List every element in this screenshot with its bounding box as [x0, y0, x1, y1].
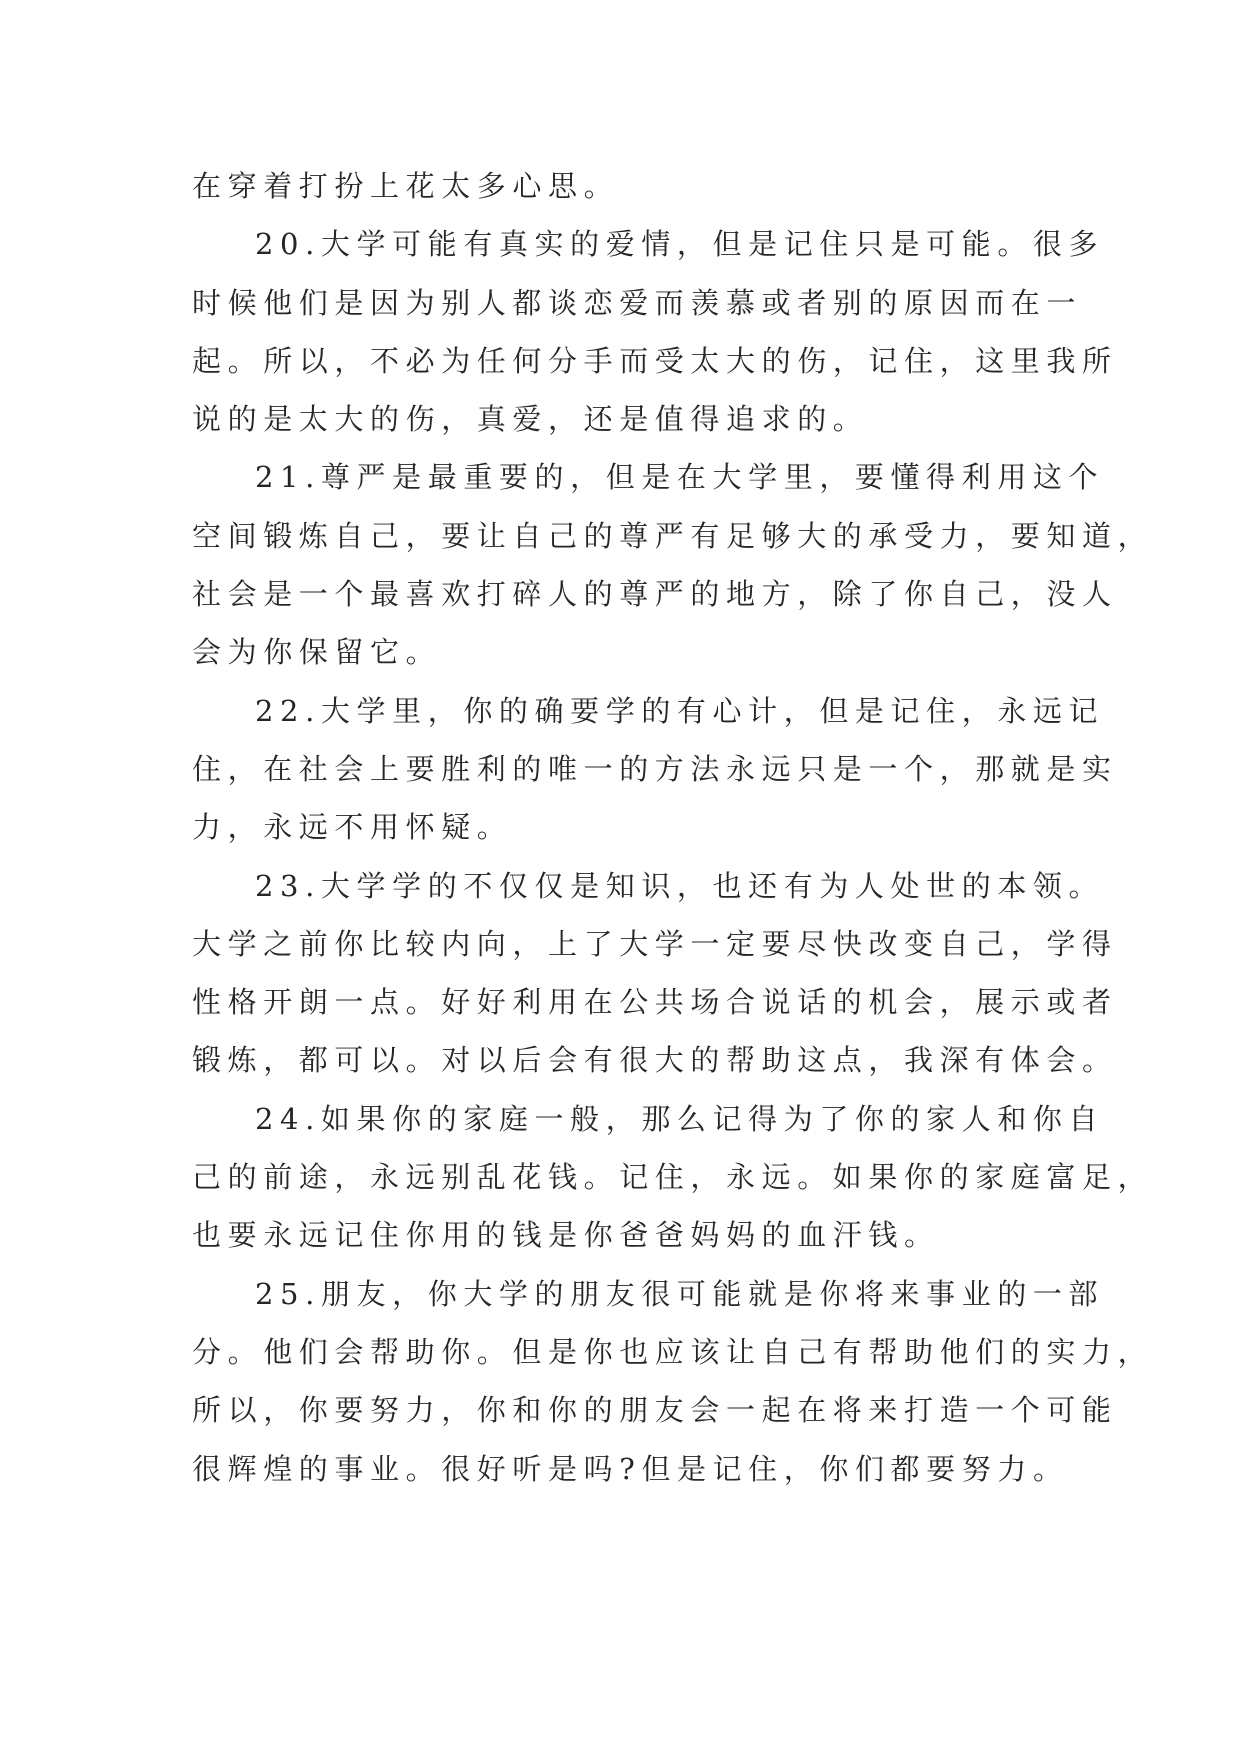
body-text	[192, 157, 1154, 1498]
text-line: 说的是太大的伤，真爱，还是值得追求的。	[192, 402, 869, 437]
text-line: 很辉煌的事业。很好听是吗?但是记住，你们都要努力。	[192, 1451, 1069, 1486]
text-line: 锻炼，都可以。对以后会有很大的帮助这点，我深有体会。	[192, 1043, 1118, 1078]
text-line: 分。他们会帮助你。但是你也应该让自己有帮助他们的实力，	[192, 1334, 1154, 1369]
paragraph-first-line: 25.朋友，你大学的朋友很可能就是你将来事业的一部	[255, 1276, 1105, 1311]
text-line: 也要永远记住你用的钱是你爸爸妈妈的血汗钱。	[192, 1218, 940, 1253]
paragraph-first-line: 20.大学可能有真实的爱情，但是记住只是可能。很多	[255, 227, 1105, 262]
text-line: 空间锻炼自己，要让自己的尊严有足够大的承受力，要知道，	[192, 518, 1154, 553]
text-line: 己的前途，永远别乱花钱。记住，永远。如果你的家庭富足，	[192, 1160, 1154, 1195]
text-line: 时候他们是因为别人都谈恋爱而羡慕或者别的原因而在一	[192, 285, 1083, 320]
text-line: 起。所以，不必为任何分手而受太大的伤，记住，这里我所	[192, 343, 1118, 378]
text-line: 所以，你要努力，你和你的朋友会一起在将来打造一个可能	[192, 1393, 1118, 1428]
paragraph-first-line: 21.尊严是最重要的，但是在大学里，要懂得利用这个	[255, 460, 1105, 495]
text-line: 大学之前你比较内向，上了大学一定要尽快改变自己，学得	[192, 926, 1118, 961]
text-line: 社会是一个最喜欢打碎人的尊严的地方，除了你自己，没人	[192, 577, 1118, 612]
text-line: 性格开朗一点。好好利用在公共场合说话的机会，展示或者	[192, 985, 1118, 1020]
paragraph-first-line: 23.大学学的不仅仅是知识，也还有为人处世的本领。	[255, 868, 1105, 903]
text-line: 力，永远不用怀疑。	[192, 810, 513, 845]
text-line: 会为你保留它。	[192, 635, 442, 670]
text-line: 住，在社会上要胜利的唯一的方法永远只是一个，那就是实	[192, 751, 1118, 786]
text-line: 在穿着打扮上花太多心思。	[192, 169, 620, 203]
paragraph-first-line: 22.大学里，你的确要学的有心计，但是记住，永远记	[255, 693, 1105, 728]
paragraph-first-line: 24.如果你的家庭一般，那么记得为了你的家人和你自	[255, 1101, 1105, 1136]
